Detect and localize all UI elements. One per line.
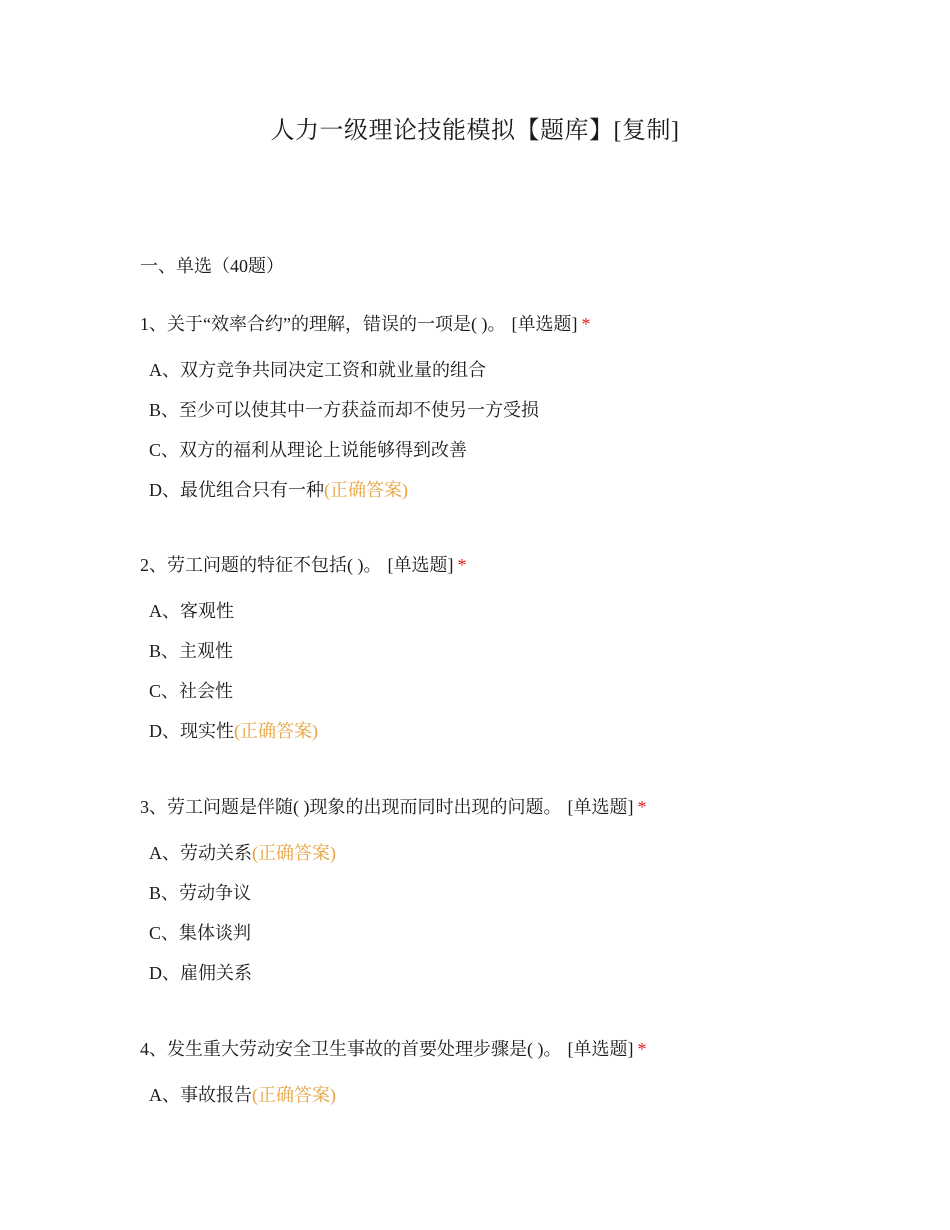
- question-text: 2、劳工问题的特征不包括( )。: [140, 555, 382, 575]
- option-text: D、雇佣关系: [149, 963, 252, 983]
- option-text: D、现实性: [149, 721, 234, 741]
- question-4: [140, 1037, 840, 1107]
- option-a: [149, 599, 840, 623]
- question-stem: [140, 1037, 840, 1061]
- question-stem: [140, 795, 840, 819]
- option-b: [149, 881, 840, 905]
- required-asterisk: *: [581, 314, 591, 334]
- question-type-label: [单选题]: [511, 314, 578, 334]
- question-text: 4、发生重大劳动安全卫生事故的首要处理步骤是( )。: [140, 1039, 562, 1059]
- option-c: [149, 438, 840, 462]
- option-text: C、集体谈判: [149, 923, 252, 943]
- option-b: [149, 398, 840, 422]
- page-title: 人力一级理论技能模拟【题库】[复制]: [270, 118, 680, 144]
- correct-answer-tag: (正确答案): [234, 721, 318, 741]
- correct-answer-tag: (正确答案): [324, 480, 408, 500]
- question-text: 3、劳工问题是伴随( )现象的出现而同时出现的问题。: [140, 797, 562, 817]
- option-text: C、双方的福利从理论上说能够得到改善: [149, 440, 468, 460]
- option-text: C、社会性: [149, 681, 234, 701]
- correct-answer-tag: (正确答案): [252, 1085, 336, 1105]
- correct-answer-tag: (正确答案): [252, 843, 336, 863]
- option-text: A、双方竞争共同决定工资和就业量的组合: [149, 360, 486, 380]
- option-a: [149, 841, 840, 865]
- required-asterisk: *: [637, 797, 647, 817]
- required-asterisk: *: [457, 555, 467, 575]
- option-a: [149, 1083, 840, 1107]
- option-d: [149, 478, 840, 502]
- question-stem: [140, 312, 840, 336]
- option-text: A、事故报告: [149, 1085, 252, 1105]
- option-text: A、劳动关系: [149, 843, 252, 863]
- option-text: B、主观性: [149, 641, 234, 661]
- question-type-label: [单选题]: [567, 797, 634, 817]
- option-list: [140, 599, 840, 743]
- option-c: [149, 921, 840, 945]
- question-stem: [140, 553, 840, 577]
- option-list: [140, 358, 840, 502]
- option-text: B、至少可以使其中一方获益而却不使另一方受损: [149, 400, 540, 420]
- option-a: [149, 358, 840, 382]
- question-3: [140, 795, 840, 985]
- option-text: B、劳动争议: [149, 883, 252, 903]
- option-text: A、客观性: [149, 601, 234, 621]
- section-heading: 一、单选（40题）: [140, 256, 284, 276]
- option-b: [149, 639, 840, 663]
- option-list: [140, 841, 840, 985]
- question-text: 1、关于“效率合约”的理解，错误的一项是( )。: [140, 314, 506, 334]
- option-d: [149, 719, 840, 743]
- required-asterisk: *: [637, 1039, 647, 1059]
- question-type-label: [单选题]: [567, 1039, 634, 1059]
- option-d: [149, 961, 840, 985]
- question-2: [140, 553, 840, 743]
- question-1: [140, 312, 840, 502]
- option-c: [149, 679, 840, 703]
- question-type-label: [单选题]: [387, 555, 454, 575]
- option-list: [140, 1083, 840, 1107]
- option-text: D、最优组合只有一种: [149, 480, 324, 500]
